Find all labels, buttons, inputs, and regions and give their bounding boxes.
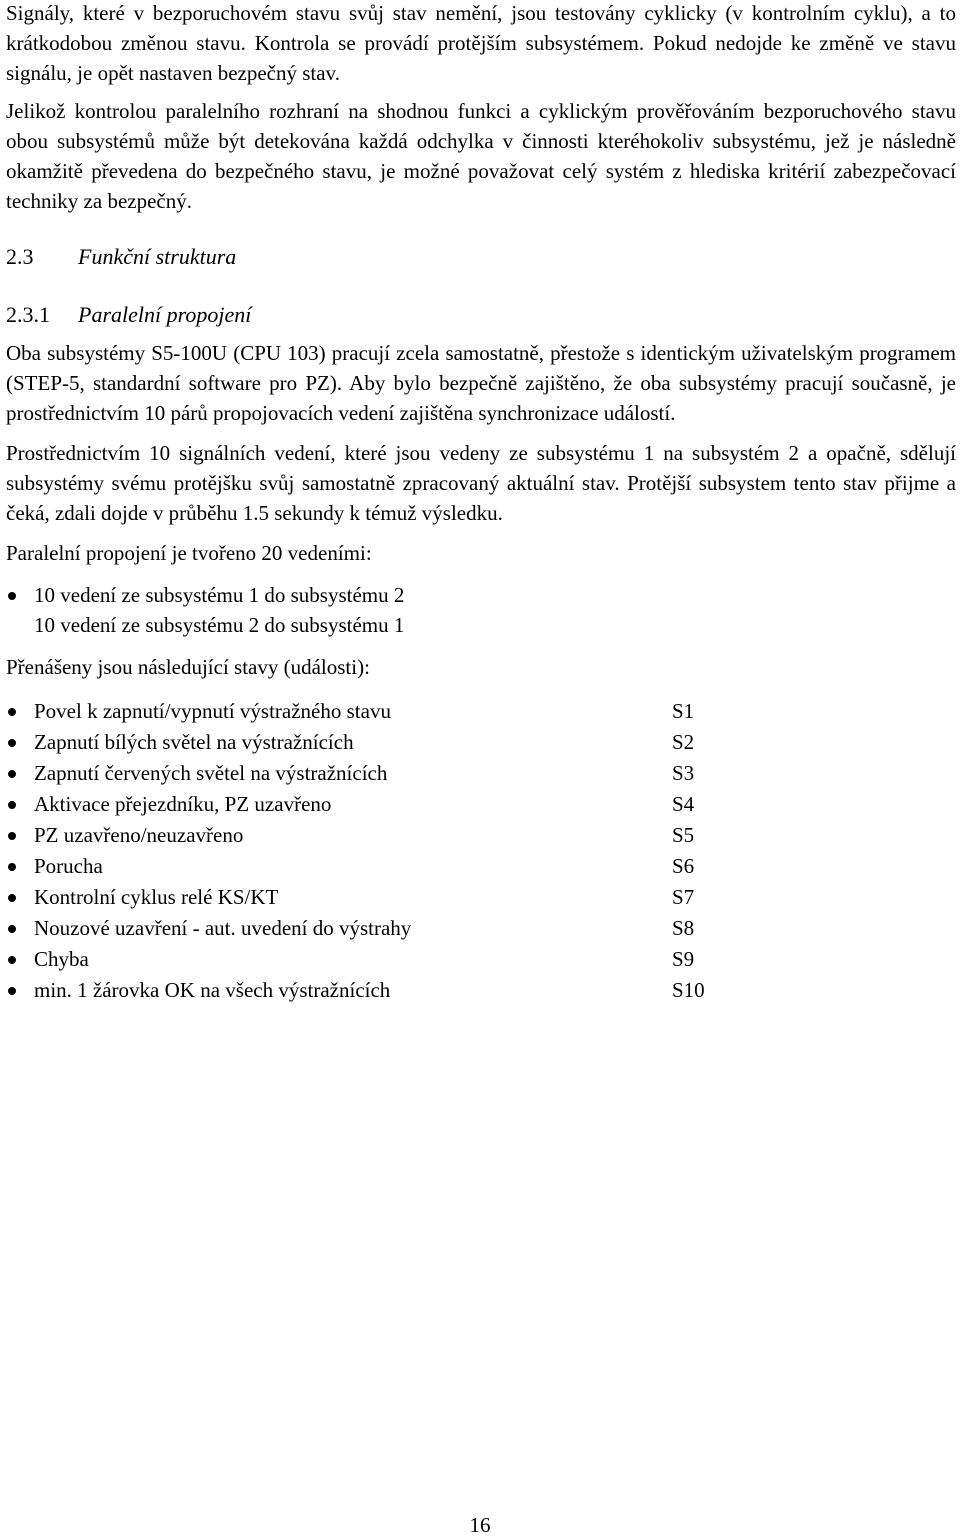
document-page: [6, 0, 956, 1006]
bullet-icon: [8, 956, 16, 964]
section-heading-2-3-1: [6, 300, 956, 330]
section-title: Funkční struktura: [78, 244, 237, 269]
list-item: [6, 758, 956, 789]
paragraph-subsystems: Oba subsystémy S5-100U (CPU 103) pracují zcela samostatně, přestože s identickým uživatelským programem (STEP-5, standardní software pro PZ). Aby bylo bezpečně zajištěno, že oba subsystémy pracují současně, je prostřednictvím 10 párů propojovacích vedení zajištěna synchronizace událostí.: [6, 341, 956, 425]
bullet-icon: [8, 863, 16, 871]
state-code: S9: [672, 947, 695, 971]
state-label: Nouzové uzavření - aut. uvedení do výstrahy: [34, 916, 412, 940]
list-item: [6, 727, 956, 758]
state-code: S8: [672, 916, 695, 940]
list-item: [6, 882, 956, 913]
state-code: S5: [672, 823, 695, 847]
page-number: 16: [469, 1513, 491, 1537]
paragraph-signal-test: Signály, které v bezporuchovém stavu svůj stav nemění, jsou testovány cyklicky (v kontrolním cyklu), a to krátkodobou změnou stavu. Kontrola se provádí protějším subsystémem. Pokud nedojde ke změně ve stavu signálu, je opět nastaven bezpečný stav.: [6, 1, 956, 85]
bullet-icon: [8, 708, 16, 716]
state-label: min. 1 žárovka OK na všech výstražnících: [34, 978, 391, 1002]
list-item: [6, 820, 956, 851]
list-item: [6, 789, 956, 820]
state-label: Porucha: [34, 854, 103, 878]
state-code: S4: [672, 792, 695, 816]
bullet-icon: [8, 592, 16, 600]
state-code: S7: [672, 885, 695, 909]
bullet-icon: [8, 739, 16, 747]
states-list: [6, 696, 956, 1006]
state-label: Kontrolní cyklus relé KS/KT: [34, 885, 279, 909]
lines-list: [6, 580, 956, 640]
state-code: S3: [672, 761, 695, 785]
subsection-number: 2.3.1: [6, 302, 50, 327]
section-heading-2-3: [6, 242, 956, 272]
list-item: [6, 851, 956, 882]
state-label: Povel k zapnutí/vypnutí výstražného stavu: [34, 699, 391, 723]
bullet-icon: [8, 894, 16, 902]
paragraph-parallel-connection: Paralelní propojení je tvořeno 20 vedeními:: [6, 541, 372, 565]
state-code: S10: [672, 978, 705, 1002]
list-item: [6, 944, 956, 975]
paragraph-states-intro: Přenášeny jsou následující stavy (události):: [6, 655, 370, 679]
list-item: [6, 975, 956, 1006]
paragraph-parallel-interface: Jelikož kontrolou paralelního rozhraní na shodnou funkci a cyklickým prověřováním bezporuchového stavu obou subsystémů může být detekována každá odchylka v činnosti kteréhokoliv subsystému, jež je následně okamžitě převedena do bezpečného stavu, je možné považovat celý systém z hlediska kritérií zabezpečovací techniky za bezpečný.: [6, 99, 956, 213]
section-number: 2.3: [6, 244, 34, 269]
bullet-icon: [8, 832, 16, 840]
list-item: [6, 696, 956, 727]
bullet-icon: [8, 925, 16, 933]
lines-list-item: 10 vedení ze subsystému 1 do subsystému 2: [34, 583, 405, 607]
state-label: Aktivace přejezdníku, PZ uzavřeno: [34, 792, 332, 816]
state-label: Zapnutí bílých světel na výstražnících: [34, 730, 354, 754]
list-item: [6, 913, 956, 944]
subsection-title: Paralelní propojení: [78, 302, 252, 327]
bullet-icon: [8, 987, 16, 995]
paragraph-signal-lines: Prostřednictvím 10 signálních vedení, které jsou vedeny ze subsystému 1 na subsystém 2 a opačně, sdělují subsystémy svému protějšku svůj samostatně zpracovaný aktuální stav. Protější subsystem tento stav přijme a čeká, zdali dojde v průběhu 1.5 sekundy k témuž výsledku.: [6, 441, 956, 525]
state-code: S2: [672, 730, 695, 754]
state-code: S6: [672, 854, 695, 878]
state-label: Zapnutí červených světel na výstražnících: [34, 761, 388, 785]
state-label: PZ uzavřeno/neuzavřeno: [34, 823, 244, 847]
state-code: S1: [672, 699, 695, 723]
lines-list-item: 10 vedení ze subsystému 2 do subsystému 1: [34, 613, 405, 637]
state-label: Chyba: [34, 947, 89, 971]
bullet-icon: [8, 770, 16, 778]
bullet-icon: [8, 801, 16, 809]
